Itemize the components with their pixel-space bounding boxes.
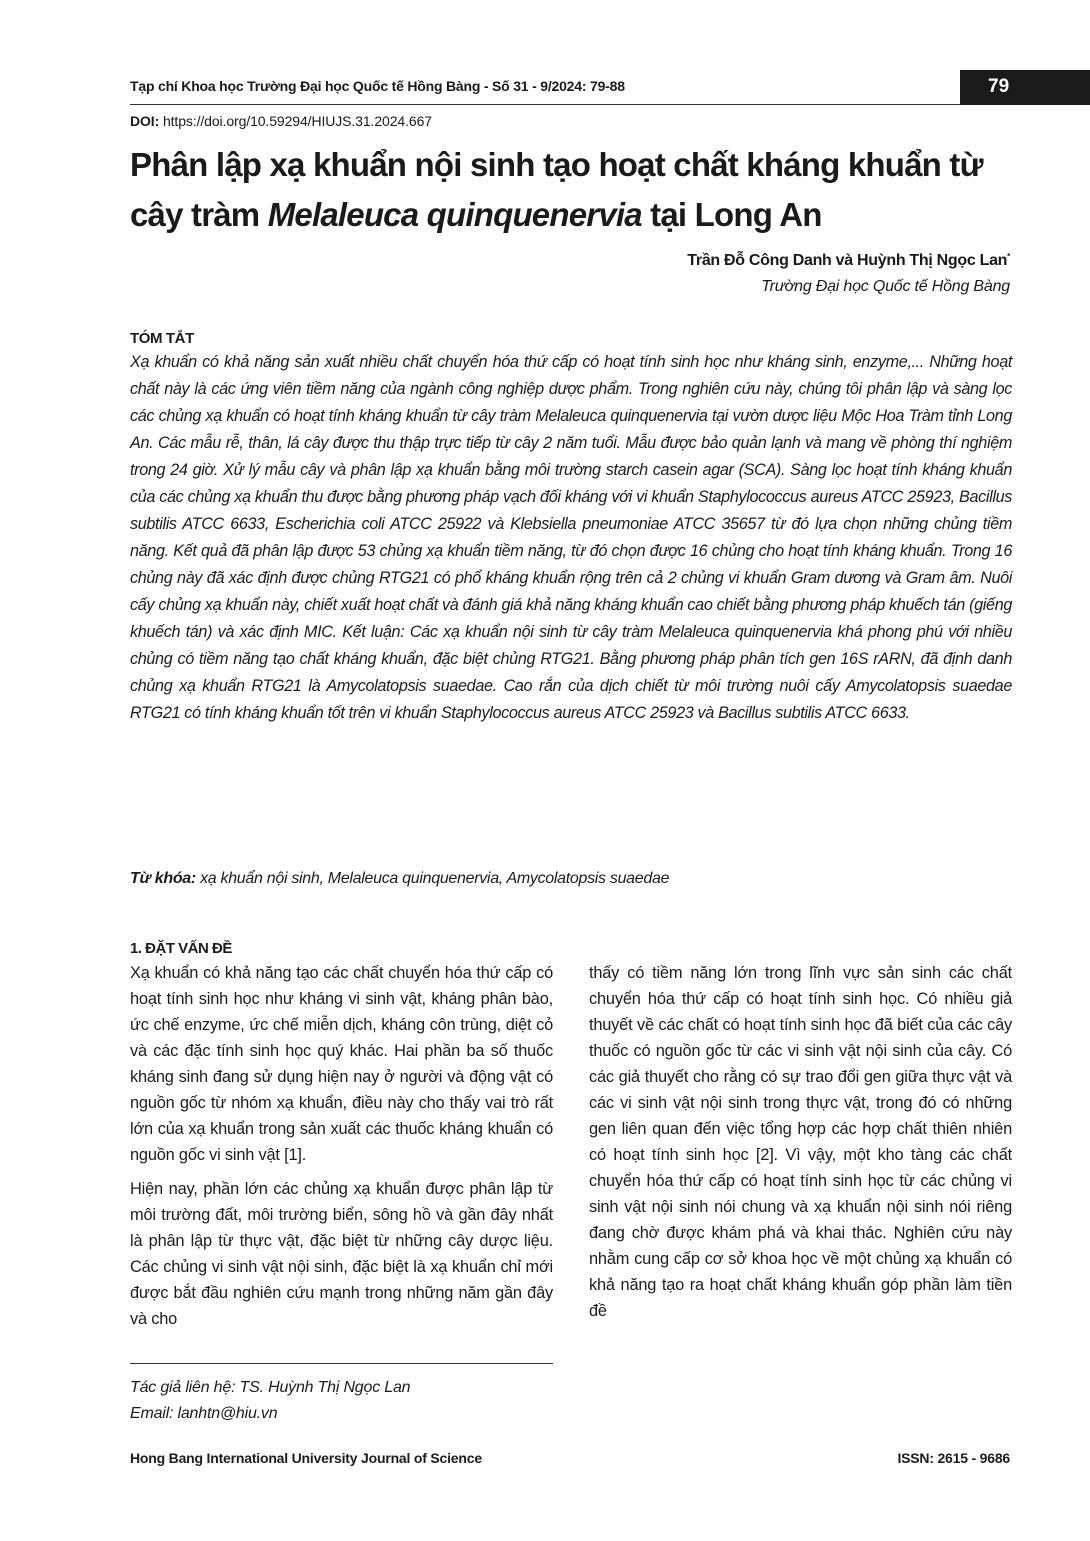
authors-names: Trần Đỗ Công Danh và Huỳnh Thị Ngọc Lan <box>687 252 1008 269</box>
title-part-2: tại Long An <box>641 196 822 233</box>
doi-line <box>130 113 432 129</box>
doi-label: DOI: <box>130 113 160 129</box>
footnote-rule <box>130 1363 553 1364</box>
paragraph: Hiện nay, phần lớn các chủng xạ khuẩn được phân lập từ môi trường đất, môi trường biển, sông hồ và gần đây nhất là phân lập từ thực vật, đặc biệt từ những cây dược liệu. Các chủng vi sinh vật nội sinh, đặc biệt là xạ khuẩn chỉ mới được bắt đầu nghiên cứu mạnh trong những năm gần đây và cho <box>130 1180 553 1328</box>
corresponding-author: Tác giả liên hệ: TS. Huỳnh Thị Ngọc Lan <box>130 1379 411 1396</box>
running-header: Tạp chí Khoa học Trường Đại học Quốc tế Hồng Bàng - Số 31 - 9/2024: 79-88 <box>130 78 625 94</box>
abstract-heading: TÓM TẮT <box>130 330 194 347</box>
paragraph: Xạ khuẩn có khả năng tạo các chất chuyển hóa thứ cấp có hoạt tính sinh học như kháng vi sinh vật, kháng phân bào, ức chế enzyme, ức chế miễn dịch, kháng côn trùng, diệt cỏ và các đặc tính sinh học quý khác. Hai phần ba số thuốc kháng sinh đang sử dụng hiện nay ở người và động vật có nguồn gốc từ nhóm xạ khuẩn, điều này cho thấy vai trò rất lớn của xạ khuẩn trong sản xuất các thuốc kháng khuẩn có nguồn gốc vi sinh vật [1]. <box>130 964 553 1164</box>
keywords-value: xạ khuẩn nội sinh, Melaleuca quinquenervia, Amycolatopsis suaedae <box>195 870 670 887</box>
header-rule <box>130 104 960 105</box>
left-column <box>130 960 553 1332</box>
article-title <box>130 140 1030 240</box>
corresponding-mark: * <box>1007 252 1010 261</box>
author-list <box>687 252 1010 270</box>
keywords-label: Từ khóa: <box>130 870 196 887</box>
keywords <box>130 870 669 888</box>
title-species: Melaleuca quinquenervia <box>267 196 642 233</box>
correspondence-note <box>130 1375 410 1427</box>
page-number: 79 <box>988 76 1010 97</box>
footer-issn: ISSN: 2615 - 9686 <box>897 1450 1010 1466</box>
page-number-box <box>960 70 1090 105</box>
title-part-1: Phân lập xạ khuẩn nội sinh tạo hoạt chất kháng khuẩn từ cây tràm <box>130 146 983 233</box>
abstract-text: Xạ khuẩn có khả năng sản xuất nhiều chất chuyển hóa thứ cấp có hoạt tính sinh học như kháng sinh, enzyme,... Những hoạt chất này là các ứng viên tiềm năng của ngành công nghiệp dược phẩm. Trong nghiên cứu này, chúng tôi phân lập và sàng lọc các chủng xạ khuẩn có hoạt tính kháng khuẩn từ cây tràm Melaleuca quinquenervia tại vườn dược liệu Mộc Hoa Tràm tỉnh Long An. Các mẫu rễ, thân, lá cây được thu thập trực tiếp từ cây 2 năm tuổi. Mẫu được bảo quản lạnh và mang về phòng thí nghiệm trong 24 giờ. Xử lý mẫu cây và phân lập xạ khuẩn bằng môi trường starch casein agar (SCA). Sàng lọc hoạt tính kháng khuẩn của các chủng xạ khuẩn thu được bằng phương pháp vạch đối kháng với vi khuẩn Staphylococcus aureus ATCC 25923, Bacillus subtilis ATCC 6633, Escherichia coli ATCC 25922 và Klebsiella pneumoniae ATCC 35657 từ đó lựa chọn những chủng tiềm năng. Kết quả đã phân lập được 53 chủng xạ khuẩn tiềm năng, từ đó chọn được 16 chủng cho hoạt tính kháng khuẩn. Trong 16 chủng này đã xác định được chủng RTG21 có phổ kháng khuẩn rộng trên cả 2 chủng vi khuẩn Gram dương và Gram âm. Nuôi cấy chủng xạ khuẩn này, chiết xuất hoạt chất và đánh giá khả năng kháng khuẩn cao chiết bằng phương pháp khuếch tán (giếng khuếch tán) và xác định MIC. Kết luận: Các xạ khuẩn nội sinh từ cây tràm Melaleuca quinquenervia khá phong phú với nhiều chủng có tiềm năng tạo chất kháng khuẩn, đặc biệt chủng RTG21. Bằng phương pháp phân tích gen 16S rARN, đã định danh chủng xạ khuẩn RTG21 là Amycolatopsis suaedae. Cao rắn của dịch chiết từ môi trường nuôi cấy Amycolatopsis suaedae RTG21 có tính kháng khuẩn tốt trên vi khuẩn Staphylococcus aureus ATCC 25923 và Bacillus subtilis ATCC 6633. <box>130 353 1012 722</box>
section-heading: 1. ĐẶT VẤN ĐỀ <box>130 940 232 957</box>
corresponding-email[interactable]: Email: lanhtn@hiu.vn <box>130 1405 278 1422</box>
doi-link[interactable]: https://doi.org/10.59294/HIUJS.31.2024.667 <box>159 113 432 129</box>
paragraph: thấy có tiềm năng lớn trong lĩnh vực sản sinh các chất chuyển hóa thứ cấp có hoạt tính sinh học. Có nhiều giả thuyết về các chất có hoạt tính sinh học đã biết của các cây thuốc có nguồn gốc từ các vi sinh vật nội sinh của cây. Có các giả thuyết cho rằng có sự trao đổi gen giữa thực vật và các vi sinh vật nội sinh trong thực vật, trong đó có những gen liên quan đến việc tổng hợp các hợp chất thiên nhiên có hoạt tính sinh học [2]. Vì vậy, một kho tàng các chất chuyển hóa thứ cấp có hoạt tính sinh học từ các chủng vi sinh vật nội sinh nói chung và xạ khuẩn nội sinh nói riêng đang chờ được khám phá và khai thác. Nghiên cứu này nhằm cung cấp cơ sở khoa học về một chủng xạ khuẩn có khả năng tạo ra hoạt chất kháng khuẩn góp phần làm tiền đề <box>589 964 1012 1320</box>
affiliation: Trường Đại học Quốc tế Hồng Bàng <box>761 278 1010 295</box>
right-column <box>589 960 1012 1324</box>
footer-journal-name: Hong Bang International University Journal of Science <box>130 1450 482 1466</box>
